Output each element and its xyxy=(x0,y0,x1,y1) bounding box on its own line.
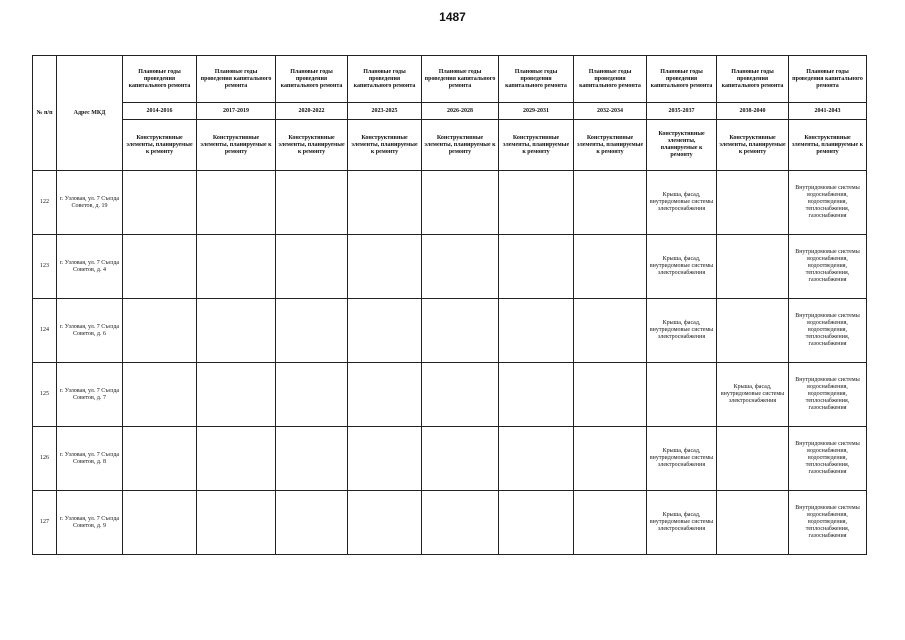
work-cell xyxy=(348,491,422,555)
work-cell xyxy=(276,363,348,427)
header-period-title: Плановые годы проведения капитального ремонта xyxy=(647,56,717,103)
header-elements-label: Конструктивные элементы, планируемые к ремонту xyxy=(197,120,276,171)
work-cell xyxy=(197,363,276,427)
work-cell xyxy=(574,427,647,491)
header-period-years: 2038-2040 xyxy=(717,103,789,120)
work-cell xyxy=(197,299,276,363)
header-elements-label: Конструктивные элементы, планируемые к ремонту xyxy=(647,120,717,171)
header-elements-label: Конструктивные элементы, планируемые к ремонту xyxy=(717,120,789,171)
row-number: 126 xyxy=(33,427,57,491)
work-cell: Внутридомовые системы водоснабжения, водоотведения, теплоснабжения, газоснабжения xyxy=(789,491,867,555)
work-cell xyxy=(717,235,789,299)
work-cell xyxy=(123,491,197,555)
table-row xyxy=(33,491,867,555)
header-period-title: Плановые годы проведения капитального ремонта xyxy=(276,56,348,103)
work-cell xyxy=(422,427,499,491)
header-period-years: 2020-2022 xyxy=(276,103,348,120)
work-cell xyxy=(348,427,422,491)
header-period-title: Плановые годы проведения капитального ремонта xyxy=(422,56,499,103)
header-period-years: 2032-2034 xyxy=(574,103,647,120)
work-cell xyxy=(123,235,197,299)
work-cell xyxy=(422,235,499,299)
row-number: 122 xyxy=(33,171,57,235)
header-period-years: 2023-2025 xyxy=(348,103,422,120)
work-cell: Внутридомовые системы водоснабжения, водоотведения, теплоснабжения, газоснабжения xyxy=(789,427,867,491)
row-number: 124 xyxy=(33,299,57,363)
work-cell xyxy=(422,491,499,555)
header-elements-label: Конструктивные элементы, планируемые к ремонту xyxy=(499,120,574,171)
header-period-years: 2041-2043 xyxy=(789,103,867,120)
table-row xyxy=(33,427,867,491)
row-number: 125 xyxy=(33,363,57,427)
header-period-years: 2026-2028 xyxy=(422,103,499,120)
work-cell xyxy=(123,299,197,363)
work-cell xyxy=(348,171,422,235)
row-address: г. Узловая, ул. 7 Съезда Советов, д. 9 xyxy=(57,491,123,555)
row-number: 123 xyxy=(33,235,57,299)
work-cell xyxy=(123,171,197,235)
work-cell xyxy=(197,491,276,555)
header-elements-label: Конструктивные элементы, планируемые к ремонту xyxy=(348,120,422,171)
work-cell: Крыша, фасад, внутридомовые системы электроснабжения xyxy=(647,171,717,235)
work-cell xyxy=(499,427,574,491)
work-cell: Крыша, фасад, внутридомовые системы электроснабжения xyxy=(647,235,717,299)
work-cell xyxy=(348,235,422,299)
header-elements-label: Конструктивные элементы, планируемые к ремонту xyxy=(422,120,499,171)
work-cell xyxy=(276,235,348,299)
header-period-title: Плановые годы проведения капитального ремонта xyxy=(574,56,647,103)
header-period-title: Плановые годы проведения капитального ремонта xyxy=(789,56,867,103)
header-address: Адрес МКД xyxy=(57,56,123,171)
header-elements-label: Конструктивные элементы, планируемые к ремонту xyxy=(123,120,197,171)
work-cell xyxy=(348,299,422,363)
page-number: 1487 xyxy=(439,10,466,24)
work-cell xyxy=(197,427,276,491)
work-cell xyxy=(276,491,348,555)
work-cell xyxy=(422,363,499,427)
header-period-title: Плановые годы проведения капитального ремонта xyxy=(717,56,789,103)
row-number: 127 xyxy=(33,491,57,555)
work-cell xyxy=(499,235,574,299)
table-row xyxy=(33,363,867,427)
work-cell: Крыша, фасад, внутридомовые системы электроснабжения xyxy=(647,299,717,363)
work-cell xyxy=(574,363,647,427)
header-elements-label: Конструктивные элементы, планируемые к ремонту xyxy=(574,120,647,171)
work-cell xyxy=(422,171,499,235)
work-cell: Внутридомовые системы водоснабжения, водоотведения, теплоснабжения, газоснабжения xyxy=(789,235,867,299)
work-cell xyxy=(123,363,197,427)
work-cell xyxy=(574,171,647,235)
work-cell: Внутридомовые системы водоснабжения, водоотведения, теплоснабжения, газоснабжения xyxy=(789,299,867,363)
work-cell xyxy=(574,491,647,555)
row-address: г. Узловая, ул. 7 Съезда Советов, д. 4 xyxy=(57,235,123,299)
work-cell xyxy=(717,299,789,363)
work-cell xyxy=(197,235,276,299)
table-row xyxy=(33,299,867,363)
header-period-title: Плановые годы проведения капитального ремонта xyxy=(348,56,422,103)
row-address: г. Узловая, ул. 7 Съезда Советов, д. 6 xyxy=(57,299,123,363)
work-cell: Внутридомовые системы водоснабжения, водоотведения, теплоснабжения, газоснабжения xyxy=(789,363,867,427)
work-cell xyxy=(123,427,197,491)
work-cell xyxy=(197,171,276,235)
header-period-years: 2014-2016 xyxy=(123,103,197,120)
work-cell xyxy=(499,363,574,427)
header-elements-label: Конструктивные элементы, планируемые к ремонту xyxy=(789,120,867,171)
work-cell xyxy=(422,299,499,363)
work-cell xyxy=(717,427,789,491)
table-row xyxy=(33,235,867,299)
header-period-years: 2029-2031 xyxy=(499,103,574,120)
work-cell: Крыша, фасад, внутридомовые системы электроснабжения xyxy=(647,491,717,555)
work-cell: Крыша, фасад, внутридомовые системы электроснабжения xyxy=(717,363,789,427)
table-row xyxy=(33,171,867,235)
work-cell xyxy=(499,171,574,235)
repair-schedule-table xyxy=(32,55,867,555)
work-cell xyxy=(717,171,789,235)
work-cell xyxy=(276,171,348,235)
header-elements-label: Конструктивные элементы, планируемые к ремонту xyxy=(276,120,348,171)
header-period-years: 2017-2019 xyxy=(197,103,276,120)
work-cell xyxy=(574,299,647,363)
work-cell xyxy=(647,363,717,427)
header-period-title: Плановые годы проведения капитального ремонта xyxy=(499,56,574,103)
header-period-title: Плановые годы проведения капитального ремонта xyxy=(197,56,276,103)
row-address: г. Узловая, ул. 7 Съезда Советов, д. 8 xyxy=(57,427,123,491)
work-cell xyxy=(717,491,789,555)
header-num: № п/п xyxy=(33,56,57,171)
work-cell xyxy=(276,299,348,363)
work-cell xyxy=(574,235,647,299)
work-cell: Внутридомовые системы водоснабжения, водоотведения, теплоснабжения, газоснабжения xyxy=(789,171,867,235)
row-address: г. Узловая, ул. 7 Съезда Советов, д. 7 xyxy=(57,363,123,427)
row-address: г. Узловая, ул. 7 Съезда Советов, д. 19 xyxy=(57,171,123,235)
header-period-years: 2035-2037 xyxy=(647,103,717,120)
work-cell xyxy=(499,491,574,555)
work-cell xyxy=(348,363,422,427)
work-cell xyxy=(499,299,574,363)
work-cell xyxy=(276,427,348,491)
work-cell: Крыша, фасад, внутридомовые системы электроснабжения xyxy=(647,427,717,491)
header-period-title: Плановые годы проведения капитального ремонта xyxy=(123,56,197,103)
